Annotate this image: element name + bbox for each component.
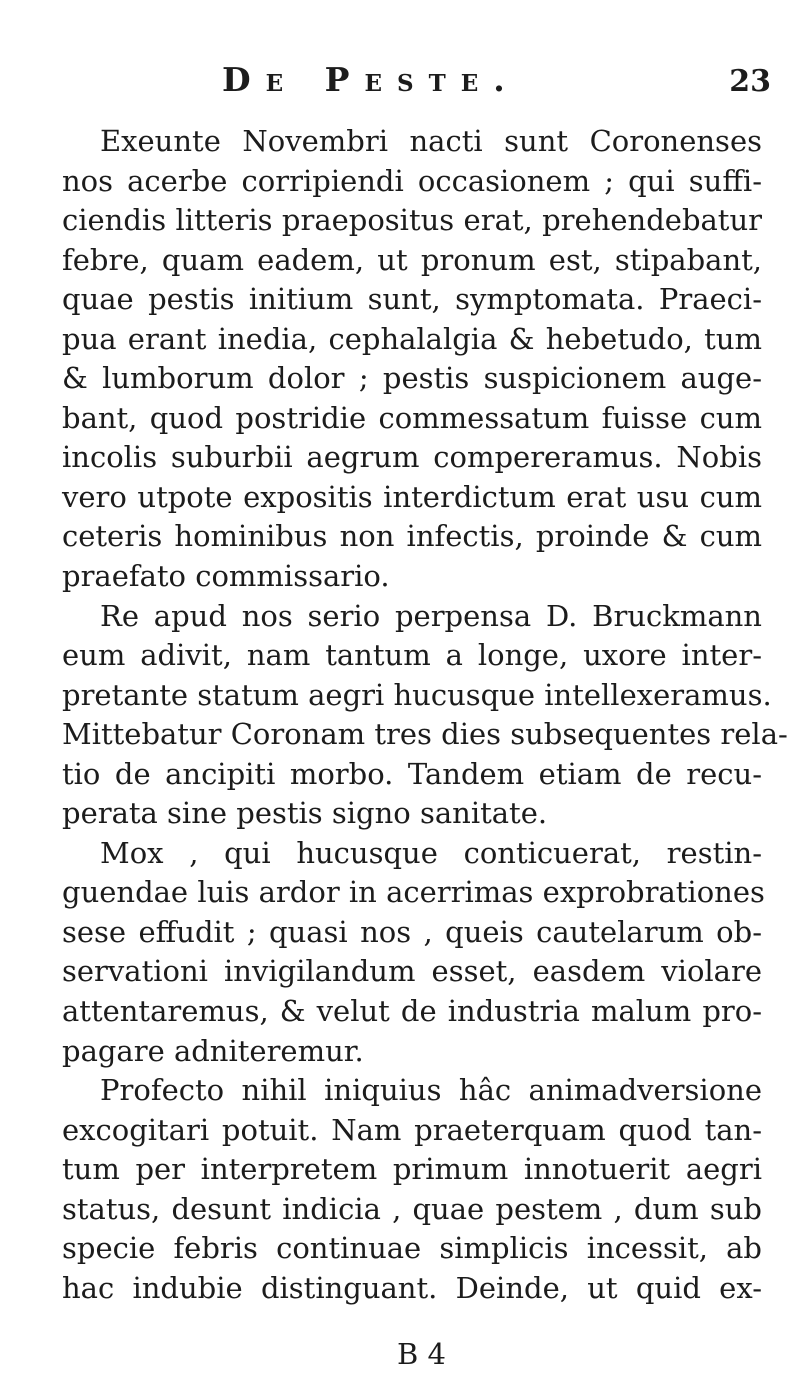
text-line: Mittebatur Coronam tres dies subsequentes rela- [62,717,788,752]
page-header [0,60,801,104]
text-line: ciendis litteris praepositus erat, prehendebatur [62,203,762,238]
text-line: incolis suburbii aegrum compereramus. Nobis [62,440,762,475]
text-line: eum adivit, nam tantum a longe, uxore inter- [62,638,762,673]
text-line: Mox , qui hucusque conticuerat, restin- [100,835,762,870]
text-line: Profecto nihil iniquius hâc animadversione [100,1073,762,1108]
text-line: nos acerbe corripiendi occasionem ; qui suffi- [62,163,762,198]
text-line: tio de ancipiti morbo. Tandem etiam de recu- [62,756,762,791]
text-line: sese effudit ; quasi nos , queis cautelarum ob- [62,914,762,949]
text-line: tum per interpretem primum innotuerit aegri [62,1152,762,1187]
text-line: bant, quod postridie commessatum fuisse cum [62,400,762,435]
text-line: perata sine pestis signo sanitate. [62,796,548,831]
text-line: excogitari potuit. Nam praeterquam quod tan- [62,1112,762,1147]
text-line: vero utpote expositis interdictum erat usu cum [62,479,762,514]
text-line: guendae luis ardor in acerrimas exprobrationes [62,875,765,910]
text-line: specie febris continuae simplicis incessit, ab [62,1231,762,1266]
text-line: status, desunt indicia , quae pestem , dum sub [62,1191,762,1226]
running-title: De Peste. [222,60,520,99]
text-line: praefato commissario. [62,559,390,594]
text-line: pretante statum aegri hucusque intellexeramus. [62,677,772,712]
text-line: & lumborum dolor ; pestis suspicionem auge- [62,361,762,396]
text-line: pua erant inedia, cephalalgia & hebetudo, tum [62,321,762,356]
text-line: quae pestis initium sunt, symptomata. Praeci- [62,282,762,317]
body-text [62,122,788,1308]
text-line: pagare adniteremur. [62,1033,364,1068]
text-line: febre, quam eadem, ut pronum est, stipabant, [62,242,762,277]
page-number: 23 [729,64,771,99]
text-line: hac indubie distinguant. Deinde, ut quid ex- [62,1270,762,1305]
text-line: servationi invigilandum esset, easdem violare [62,954,762,989]
signature-mark: B 4 [397,1337,446,1371]
text-line: ceteris hominibus non infectis, proinde & cum [62,519,762,554]
text-line: Exeunte Novembri nacti sunt Coronenses [100,124,762,158]
text-line: Re apud nos serio perpensa D. Bruckmann [100,598,762,633]
text-line: attentaremus, & velut de industria malum pro- [62,994,762,1029]
